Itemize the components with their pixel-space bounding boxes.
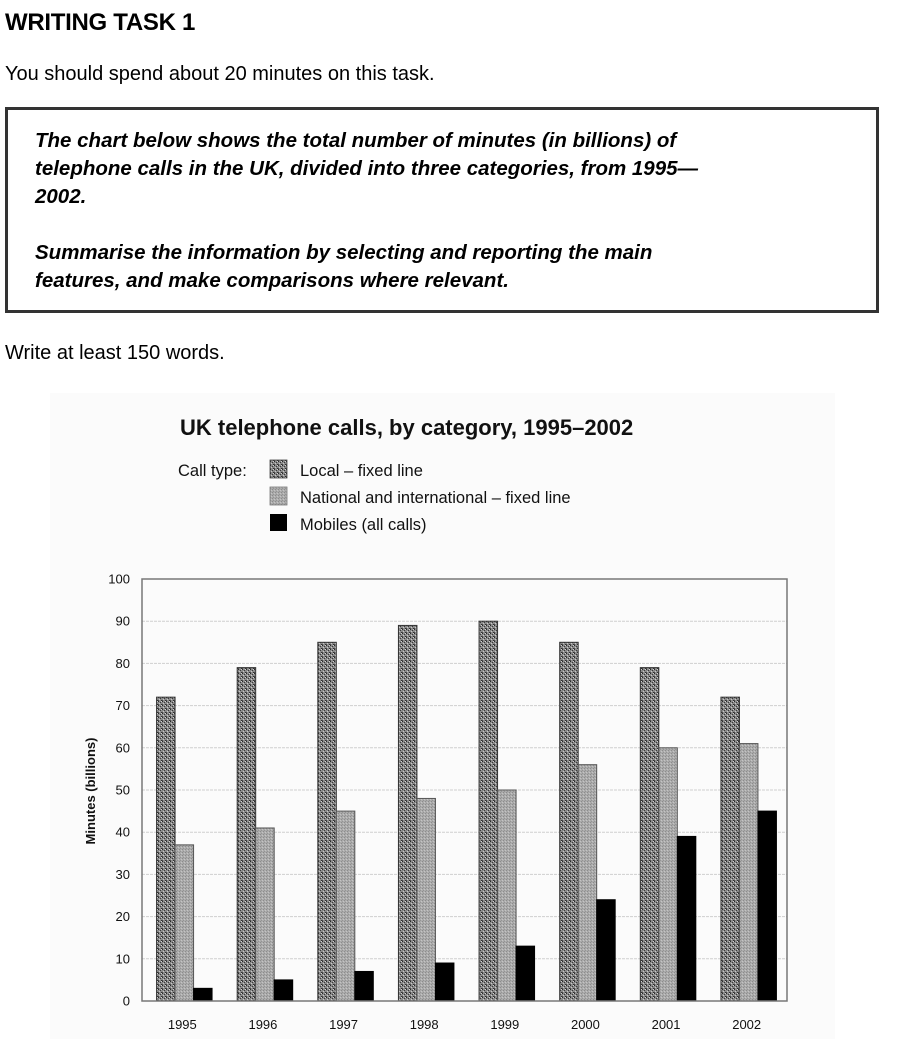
chart-title: UK telephone calls, by category, 1995–2002 [180,415,634,440]
y-tick-label: 0 [122,993,130,1009]
bar-local [318,642,337,1001]
y-tick-label: 10 [115,951,130,967]
y-tick-label: 30 [115,866,130,882]
y-tick-label: 20 [115,909,130,925]
bar-mobiles [274,980,293,1001]
bar-mobiles [194,988,213,1001]
bar-national [498,790,517,1001]
x-tick-labels [168,1017,761,1032]
bar-local [560,642,579,1001]
x-tick-label: 1997 [329,1017,359,1032]
y-axis-label: Minutes (billions) [83,737,98,845]
word-count-instruction: Write at least 150 words. [5,342,225,364]
x-tick-label: 2000 [570,1017,600,1032]
legend-swatch-local [270,460,287,478]
bars [157,621,777,1001]
bar-national [578,765,597,1001]
bar-national [659,748,678,1001]
bar-local [157,697,176,1001]
y-tick-label: 40 [115,824,130,840]
y-tick-label: 50 [115,782,130,798]
prompt-line-1: The chart below shows the total number of minutes (in billions) of [35,129,677,152]
bar-local [398,625,417,1001]
summary-line-2: features, and make comparisons where relevant. [35,269,509,292]
y-tick-label: 70 [115,698,130,714]
bar-local [721,697,740,1001]
legend-label-national: National and international – fixed line [300,489,571,507]
prompt-line-3: 2002. [35,185,87,208]
bar-mobiles [677,836,696,1001]
x-tick-label: 1996 [248,1017,278,1032]
legend-swatch-mobiles [270,514,287,531]
legend-label-mobiles: Mobiles (all calls) [300,516,427,534]
y-tick-label: 60 [115,740,130,756]
bar-mobiles [435,963,454,1001]
bar-chart [50,393,835,1039]
y-tick-label: 80 [115,655,130,671]
time-instruction: You should spend about 20 minutes on this task. [5,63,435,85]
task-heading: WRITING TASK 1 [5,9,196,36]
prompt-line-2: telephone calls in the UK, divided into three categories, from 1995— [35,157,698,180]
summary-line-1: Summarise the information by selecting and reporting the main [35,241,653,264]
legend-title: Call type: [178,462,247,480]
bar-national [256,828,275,1001]
task-prompt-box [5,107,879,313]
y-tick-label: 90 [115,613,130,629]
x-tick-label: 1995 [167,1017,197,1032]
chart-legend [178,460,571,534]
bar-mobiles [516,946,535,1001]
bar-national [336,811,355,1001]
bar-national [417,798,436,1001]
x-tick-label: 1999 [490,1017,520,1032]
legend-swatch-national [270,487,287,505]
chart-container [50,393,835,1039]
legend-label-local: Local – fixed line [300,462,423,480]
bar-national [175,845,194,1001]
bar-mobiles [355,971,374,1001]
bar-local [479,621,498,1001]
bar-local [640,668,659,1001]
bar-mobiles [758,811,777,1001]
x-tick-label: 2002 [732,1017,762,1032]
bar-national [739,744,758,1001]
x-tick-label: 2001 [651,1017,681,1032]
bar-local [237,668,256,1001]
y-tick-labels [108,572,130,1009]
x-tick-label: 1998 [409,1017,439,1032]
bar-mobiles [597,900,616,1001]
y-tick-label: 100 [108,571,130,587]
